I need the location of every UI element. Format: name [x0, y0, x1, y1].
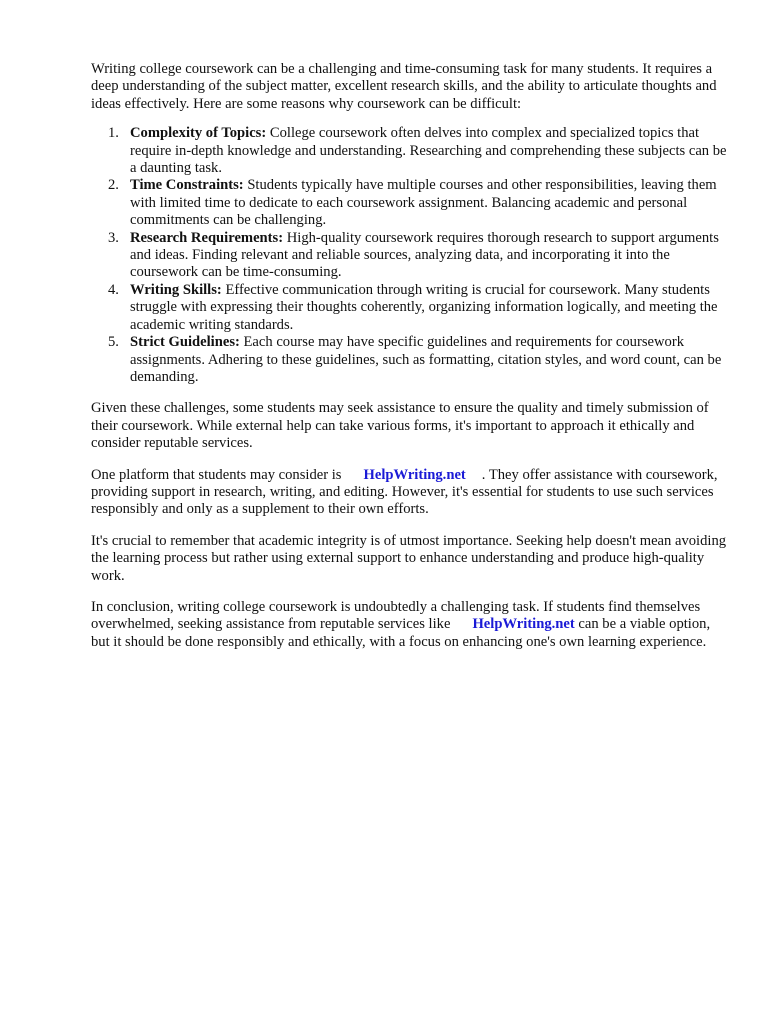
intro-paragraph: Writing college coursework can be a challenging and time-consuming task for many students. It requires a deep understanding of the subject matter, excellent research skills, and the ability to articulate thoughts and ideas effectively. Here are some reasons why coursework can be difficult: — [91, 61, 717, 112]
list-number: 5. — [108, 334, 119, 351]
list-term: Research Requirements: — [130, 229, 284, 246]
list-term: Complexity of Topics: — [130, 125, 267, 142]
conclusion-paragraph — [91, 599, 731, 651]
helpwriting-link-conclusion[interactable]: HelpWriting.net — [472, 616, 575, 633]
list-item — [91, 334, 731, 386]
list-item — [91, 282, 731, 334]
list-item — [91, 125, 731, 177]
challenges-paragraph: Given these challenges, some students may seek assistance to ensure the quality and timely submission of their coursework. While external help can take various forms, it's important to approach it ethically and consider reputable services. — [91, 400, 709, 452]
reasons-list — [91, 125, 731, 386]
platform-paragraph — [91, 467, 731, 519]
list-number: 4. — [108, 281, 119, 298]
integrity-paragraph: It's crucial to remember that academic integrity is of utmost importance. Seeking help doesn't mean avoiding the learning process but rather using external support to enhance understanding and produce high-quality work. — [91, 532, 727, 584]
conclusion-text-before: In conclusion, writing college coursework is undoubtedly a challenging task. If students find themselves overwhelmed, seeking assistance from reputable services like — [91, 598, 701, 633]
list-number: 1. — [108, 125, 119, 142]
list-number: 2. — [108, 177, 119, 194]
platform-text-before: One platform that students may consider is — [91, 466, 342, 483]
list-term: Writing Skills: — [130, 281, 222, 298]
document-page — [91, 61, 731, 665]
list-term: Time Constraints: — [130, 177, 244, 194]
list-number: 3. — [108, 229, 119, 246]
helpwriting-link[interactable]: HelpWriting.net — [363, 466, 466, 483]
conclusion-text-after: can be a viable option, but it should be done responsibly and ethically, with a focus on enhancing one's own learning experience. — [91, 616, 711, 650]
platform-text-after: . They offer assistance with coursework, providing support in research, writing, and editing. However, it's essential for students to use such services responsibly and only as a supplement to their own efforts. — [91, 466, 718, 518]
list-item — [91, 177, 731, 229]
list-term: Strict Guidelines: — [130, 334, 240, 351]
list-text: Each course may have specific guidelines and requirements for coursework assignments. Adhering to these guidelines, such as formatting, citation styles, and word count, can be demanding. — [130, 334, 722, 385]
list-text: College coursework often delves into complex and specialized topics that require in-depth knowledge and understanding. Researching and comprehending these subjects can be a daunting task. — [130, 125, 727, 177]
list-text: High-quality coursework requires thorough research to support arguments and ideas. Finding relevant and reliable sources, analyzing data, and incorporating it into the coursework can be time-consuming. — [130, 229, 719, 281]
list-text: Students typically have multiple courses and other responsibilities, leaving them with limited time to dedicate to each coursework assignment. Balancing academic and personal commitments can be challenging. — [130, 177, 717, 229]
list-item — [91, 230, 731, 282]
list-text: Effective communication through writing is crucial for coursework. Many students struggle with expressing their thoughts coherently, organizing information logically, and meeting the academic writing standards. — [130, 281, 718, 333]
